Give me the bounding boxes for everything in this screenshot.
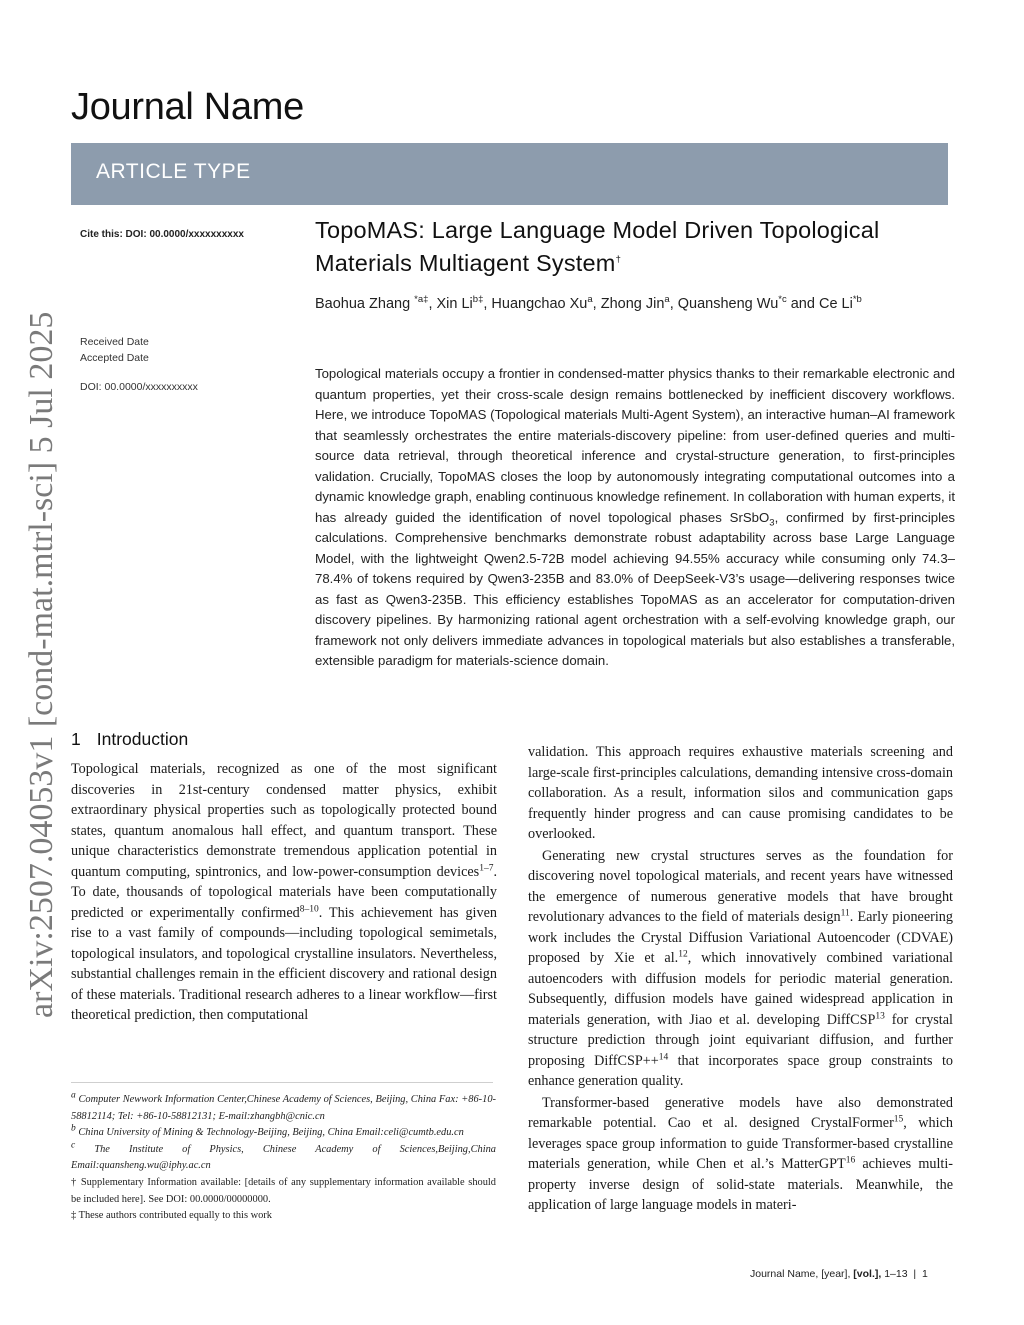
footnote-rule xyxy=(71,1082,493,1083)
footnote-mark: b xyxy=(71,1123,76,1134)
citation-ref: 11 xyxy=(840,908,850,919)
body-column-right xyxy=(528,742,953,1216)
citation-ref: 8–10 xyxy=(299,903,319,914)
author-affil-mark: *b xyxy=(852,294,862,306)
author-name: Quansheng Wu xyxy=(677,296,779,312)
author-affil-mark: b‡ xyxy=(472,294,484,306)
body-text: . To date, thousands of topological materials have been computationally predicted or experimentally confirmed xyxy=(71,863,497,921)
author-name: Huangchao Xu xyxy=(491,296,588,312)
author-list xyxy=(315,296,955,312)
body-text: Generating new crystal structures serves as the foundation for discovering novel topological materials, and recent years have witnessed the emergence of numerous generative models that have brought revolutionary advances to the field of materials design xyxy=(528,847,953,925)
title-line-1: TopoMAS: Large Language Model Driven Topological xyxy=(315,217,880,243)
footnote-affiliation-a xyxy=(71,1092,496,1125)
abstract-text: Topological materials occupy a frontier in condensed-matter physics thanks to their remarkable electronic and quantum properties, yet their cross-scale design remains bottlenecked by inefficient discovery workflows. Here, we introduce TopoMAS (Topological materials Multi-Agent System), an interactive human–AI framework that seamlessly orchestrates the entire materials-discovery pipeline: from user-defined queries and multi-source data retrieval, through theoretical inference and crystal-structure generation, to first-principles validation. Crucially, TopoMAS closes the loop by autonomously integrating computational outcomes into a dynamic knowledge graph, enabling continuous knowledge refinement. In collaboration with human experts, it has already guided the identification of novel topological phases SrSbO xyxy=(315,366,955,525)
footer-pages: 1–13 xyxy=(881,1268,908,1280)
article-type-banner xyxy=(71,143,948,205)
author-name: Zhong Jin xyxy=(600,296,665,312)
title-dagger-mark: † xyxy=(615,254,622,266)
author-affil-mark: a xyxy=(664,294,670,306)
sidebar-doi: DOI: 00.0000/xxxxxxxxxx xyxy=(80,381,198,393)
cite-this-doi: Cite this: DOI: 00.0000/xxxxxxxxxx xyxy=(80,229,244,240)
section-number: 1 xyxy=(71,729,81,749)
article-type: ARTICLE TYPE xyxy=(96,160,251,183)
author-affil-mark: a xyxy=(587,294,593,306)
footer-volume: [vol.], xyxy=(853,1268,882,1280)
body-text: , which leverages space group information to guide Transformer-based crystalline materials generation, while Chen et al.’s MatterGPT xyxy=(528,1115,953,1172)
footer-journal: Journal Name, [year], xyxy=(750,1268,854,1280)
page-footer xyxy=(750,1268,928,1280)
dates-block xyxy=(80,334,149,366)
abstract xyxy=(315,364,955,672)
body-text: for crystal structure prediction through joint equivariant diffusion, and further proposing DiffCSP++ xyxy=(528,1011,953,1069)
page-number: 1 xyxy=(921,1268,928,1280)
citation-ref: 16 xyxy=(845,1155,856,1166)
body-text: Transformer-based generative models have also demonstrated remarkable potential. Cao et al. designed CrystalFormer xyxy=(528,1094,953,1131)
citation-ref: 15 xyxy=(893,1114,904,1125)
footnote-text: China University of Mining & Technology-Beijing, Beijing, China Email:celi@cumtb.edu.cn xyxy=(78,1127,464,1139)
citation-ref: 14 xyxy=(658,1051,669,1062)
author-name: Xin Li xyxy=(436,296,473,312)
author-affil-mark: *a‡ xyxy=(414,294,429,306)
citation-ref: 13 xyxy=(875,1010,885,1021)
citation-ref: 12 xyxy=(678,949,688,960)
paragraph xyxy=(528,1093,953,1216)
citation-ref: 1–7 xyxy=(479,862,494,873)
author-separator: , xyxy=(428,296,437,312)
paragraph xyxy=(528,846,953,1092)
footer-separator: | xyxy=(907,1268,922,1280)
body-text: Topological materials, recognized as one of the most significant discoveries in 21st-century condensed matter physics, exhibit extraordinary physical properties such as topologically protected bound states, quantum anomalous hall effect, and quantum transport. These unique characteristics demonstrate tremendous application potential in quantum computing, spintronics, and low-power-consumption devices xyxy=(71,761,497,880)
title-line-2: Materials Multiagent System xyxy=(315,250,616,276)
footnotes xyxy=(71,1092,496,1225)
body-text: , which innovatively combined variational autoencoders with diffusion models for periodic material generation. Subsequently, diffusion models have gained widespread application in materials generation, with Jiao et al. developing DiffCSP xyxy=(528,950,953,1028)
author-separator: , xyxy=(483,296,492,312)
paragraph: validation. This approach requires exhaustive materials screening and large-scale first-principles calculations, demanding intensive cross-domain collaboration. As a result, information silos and communication gaps frequently hinder progress and can cause promising candidates to be overlooked. xyxy=(528,744,953,842)
author-separator: , xyxy=(669,296,678,312)
body-text: achieves multi-property inverse design of solid-state materials. Meanwhile, the application of large language models in materi- xyxy=(528,1156,953,1213)
arxiv-stamp: arXiv:2507.04053v1 [cond-mat.mtrl-sci] 5 Jul 2025 xyxy=(23,311,60,1018)
footnote-equal-contribution: ‡ These authors contributed equally to this work xyxy=(71,1210,272,1222)
accepted-date: Accepted Date xyxy=(80,352,149,364)
section-heading-introduction xyxy=(71,729,188,750)
body-text: . Early pioneering work includes the Crystal Diffusion Variational Autoencoder (CDVAE) proposed by Xie et al. xyxy=(528,909,953,966)
abstract-subscript: 3 xyxy=(769,517,775,529)
footnote-text: The Institute of Physics, Chinese Academy of Sciences,Beijing,China Email:quansheng.wu@iphy.ac.cn xyxy=(71,1143,496,1172)
footnote-supplementary: † Supplementary Information available: [details of any supplementary information available should be included here]. See DOI: 00.0000/00000000. xyxy=(71,1176,496,1205)
author-name: Ce Li xyxy=(818,296,853,312)
body-text: . This achievement has given rise to a vast family of compounds—including topological semimetals, topological insulators, and topological crystalline insulators. Nevertheless, substantial challenges remain in the efficient discovery and rational design of these materials. Traditional research adheres to a linear workflow—first theoretical prediction, then computational xyxy=(71,904,497,1023)
author-name: Baohua Zhang xyxy=(315,296,411,312)
body-text: that incorporates space group constraints to enhance generation quality. xyxy=(528,1052,953,1089)
received-date: Received Date xyxy=(80,336,149,348)
journal-name: Journal Name xyxy=(71,86,304,128)
footnote-affiliation-b xyxy=(71,1125,496,1142)
body-column-left xyxy=(71,759,497,1026)
paper-title xyxy=(315,214,955,280)
footnote-mark: a xyxy=(71,1090,76,1101)
footnote-text: Computer Newwork Information Center,Chinese Academy of Sciences, Beijing, China Fax: +86-10-58812114; Tel: +86-10-58812131; E-mail:zhangbh@cnic.cn xyxy=(71,1094,496,1122)
abstract-text-cont: , confirmed by first-principles calculations. Comprehensive benchmarks demonstrate robust adaptability across base Large Language Model, with the lightweight Qwen2.5-72B model achieving 94.55% accuracy while consuming only 74.3–78.4% of tokens required by Qwen3-235B and 83.0% of DeepSeek-V3’s usage—delivering responses twice as fast as Qwen3-235B. This efficiency establishes TopoMAS as an accelerator for computation-driven discovery pipelines. By harmonizing rational agent orchestration with a self-evolving knowledge graph, our framework not only delivers immediate advances in topological materials but also establishes a transferable, extensible paradigm for materials-science domain. xyxy=(315,509,956,668)
footnote-mark: c xyxy=(71,1140,76,1151)
section-title: Introduction xyxy=(96,729,189,749)
author-separator: and xyxy=(786,296,819,312)
footnote-affiliation-c xyxy=(71,1142,496,1175)
author-affil-mark: *c xyxy=(778,294,787,306)
author-separator: , xyxy=(592,296,601,312)
paragraph xyxy=(71,759,497,1026)
